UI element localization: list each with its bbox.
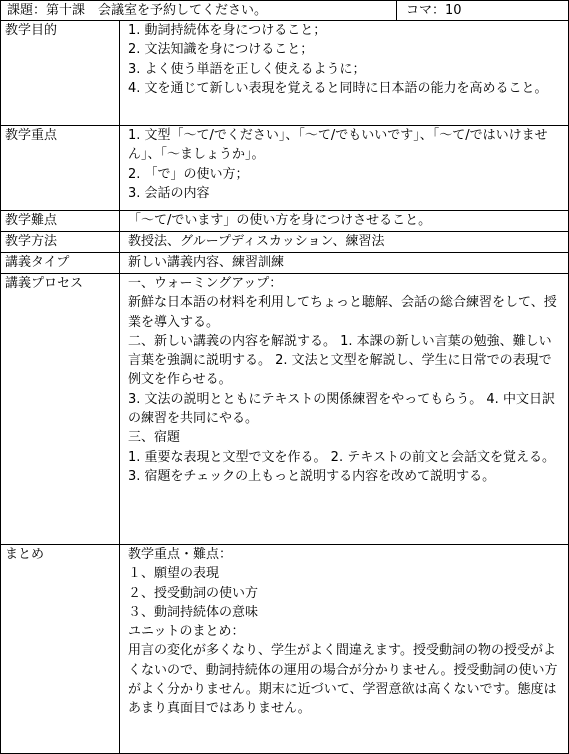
row-summary bbox=[1, 545, 568, 753]
goal-line: 4. 文を通じて新しい表現を覚えると同時に日本語の能力を高めること。 bbox=[128, 80, 548, 96]
content-difficulties bbox=[121, 211, 568, 231]
goal-line: 3. よく使う単語を正しく使えるように； bbox=[128, 61, 366, 77]
content-summary bbox=[121, 545, 568, 753]
label-process: 講義プロセス bbox=[1, 274, 120, 544]
summary-line: ユニットのまとめ： bbox=[128, 624, 245, 640]
content-goals bbox=[121, 21, 568, 125]
label-methods: 教学方法 bbox=[1, 232, 120, 252]
process-line: 3. 文法の説明とともにテキストの関係練習をやってもらう。 4. 中文日訳の練習を共同にやる。 bbox=[128, 391, 555, 427]
goal-line: 1. 動詞持続体を身につけること； bbox=[128, 23, 327, 38]
label-goals: 教学目的 bbox=[1, 21, 120, 125]
row-key-points bbox=[1, 126, 568, 211]
summary-line: 用言の変化が多くなり、学生がよく間違えます。授受動詞の物の授受がよくないので、動詞持続体の運用の場合が分かりません。授受動詞の使い方がよく分かりません。期末に近づいて、学習意欲は高くないです。態度はあまり真面目ではありません。 bbox=[128, 643, 558, 717]
row-goals bbox=[1, 21, 568, 126]
summary-line: 教学重点・難点： bbox=[128, 547, 233, 562]
content-process bbox=[121, 274, 568, 544]
label-difficulties: 教学難点 bbox=[1, 211, 120, 231]
process-line: 1. 重要な表現と文型で文を作る。 2. テキストの前文と会話文を覚える。 bbox=[128, 449, 555, 465]
row-methods bbox=[1, 232, 568, 253]
content-key-points bbox=[121, 126, 568, 210]
key-point-line: 1. 文型「～て/でください」、「～て/でもいいです」、「～て/ではいけません」、「～ましょうか」。 bbox=[128, 128, 548, 163]
key-point-line: 2. 「で」の使い方； bbox=[128, 166, 249, 182]
header-row bbox=[1, 1, 568, 21]
row-difficulties bbox=[1, 211, 568, 232]
label-lesson-type: 講義タイプ bbox=[1, 253, 120, 273]
lesson-title: 課題：第十課 会議室を予約してください。 bbox=[1, 1, 397, 20]
row-process bbox=[1, 274, 568, 545]
process-line: 二、新しい講義の内容を解説する。 1. 本課の新しい言葉の勉強、難しい言葉を強調に説明する。 2. 文法と文型を解説し、学生に日常での表現で例文を作らせる。 bbox=[128, 333, 552, 388]
process-line: 一、ウォーミングアップ： bbox=[128, 276, 283, 291]
process-line: 新鮮な日本語の材料を利用してちょっと聴解、会話の総合練習をして、授業を導入する。 bbox=[128, 295, 557, 330]
process-line: 3. 宿題をチェックの上もっと説明する内容を改めて説明する。 bbox=[128, 468, 496, 484]
row-lesson-type bbox=[1, 253, 568, 274]
key-point-line: 3. 会話の内容 bbox=[128, 185, 210, 201]
koma-number: コマ：10 bbox=[406, 3, 462, 18]
method-line: 教授法、グループディスカッション、練習法 bbox=[128, 234, 385, 249]
lesson-type-line: 新しい講義内容、練習訓練 bbox=[128, 255, 285, 270]
summary-line: ２、授受動詞の使い方 bbox=[128, 585, 259, 601]
label-summary: まとめ bbox=[1, 545, 120, 753]
label-key-points: 教学重点 bbox=[1, 126, 120, 210]
goal-line: 2. 文法知識を身につけること； bbox=[128, 42, 314, 58]
difficulty-line: 「～て/でいます」の使い方を身につけさせること。 bbox=[128, 213, 432, 228]
summary-line: １、願望の表現 bbox=[128, 566, 220, 582]
process-line: 三、宿題 bbox=[128, 430, 181, 446]
content-lesson-type bbox=[121, 253, 568, 273]
content-methods bbox=[121, 232, 568, 252]
summary-line: ３、動詞持続体の意味 bbox=[128, 604, 259, 620]
